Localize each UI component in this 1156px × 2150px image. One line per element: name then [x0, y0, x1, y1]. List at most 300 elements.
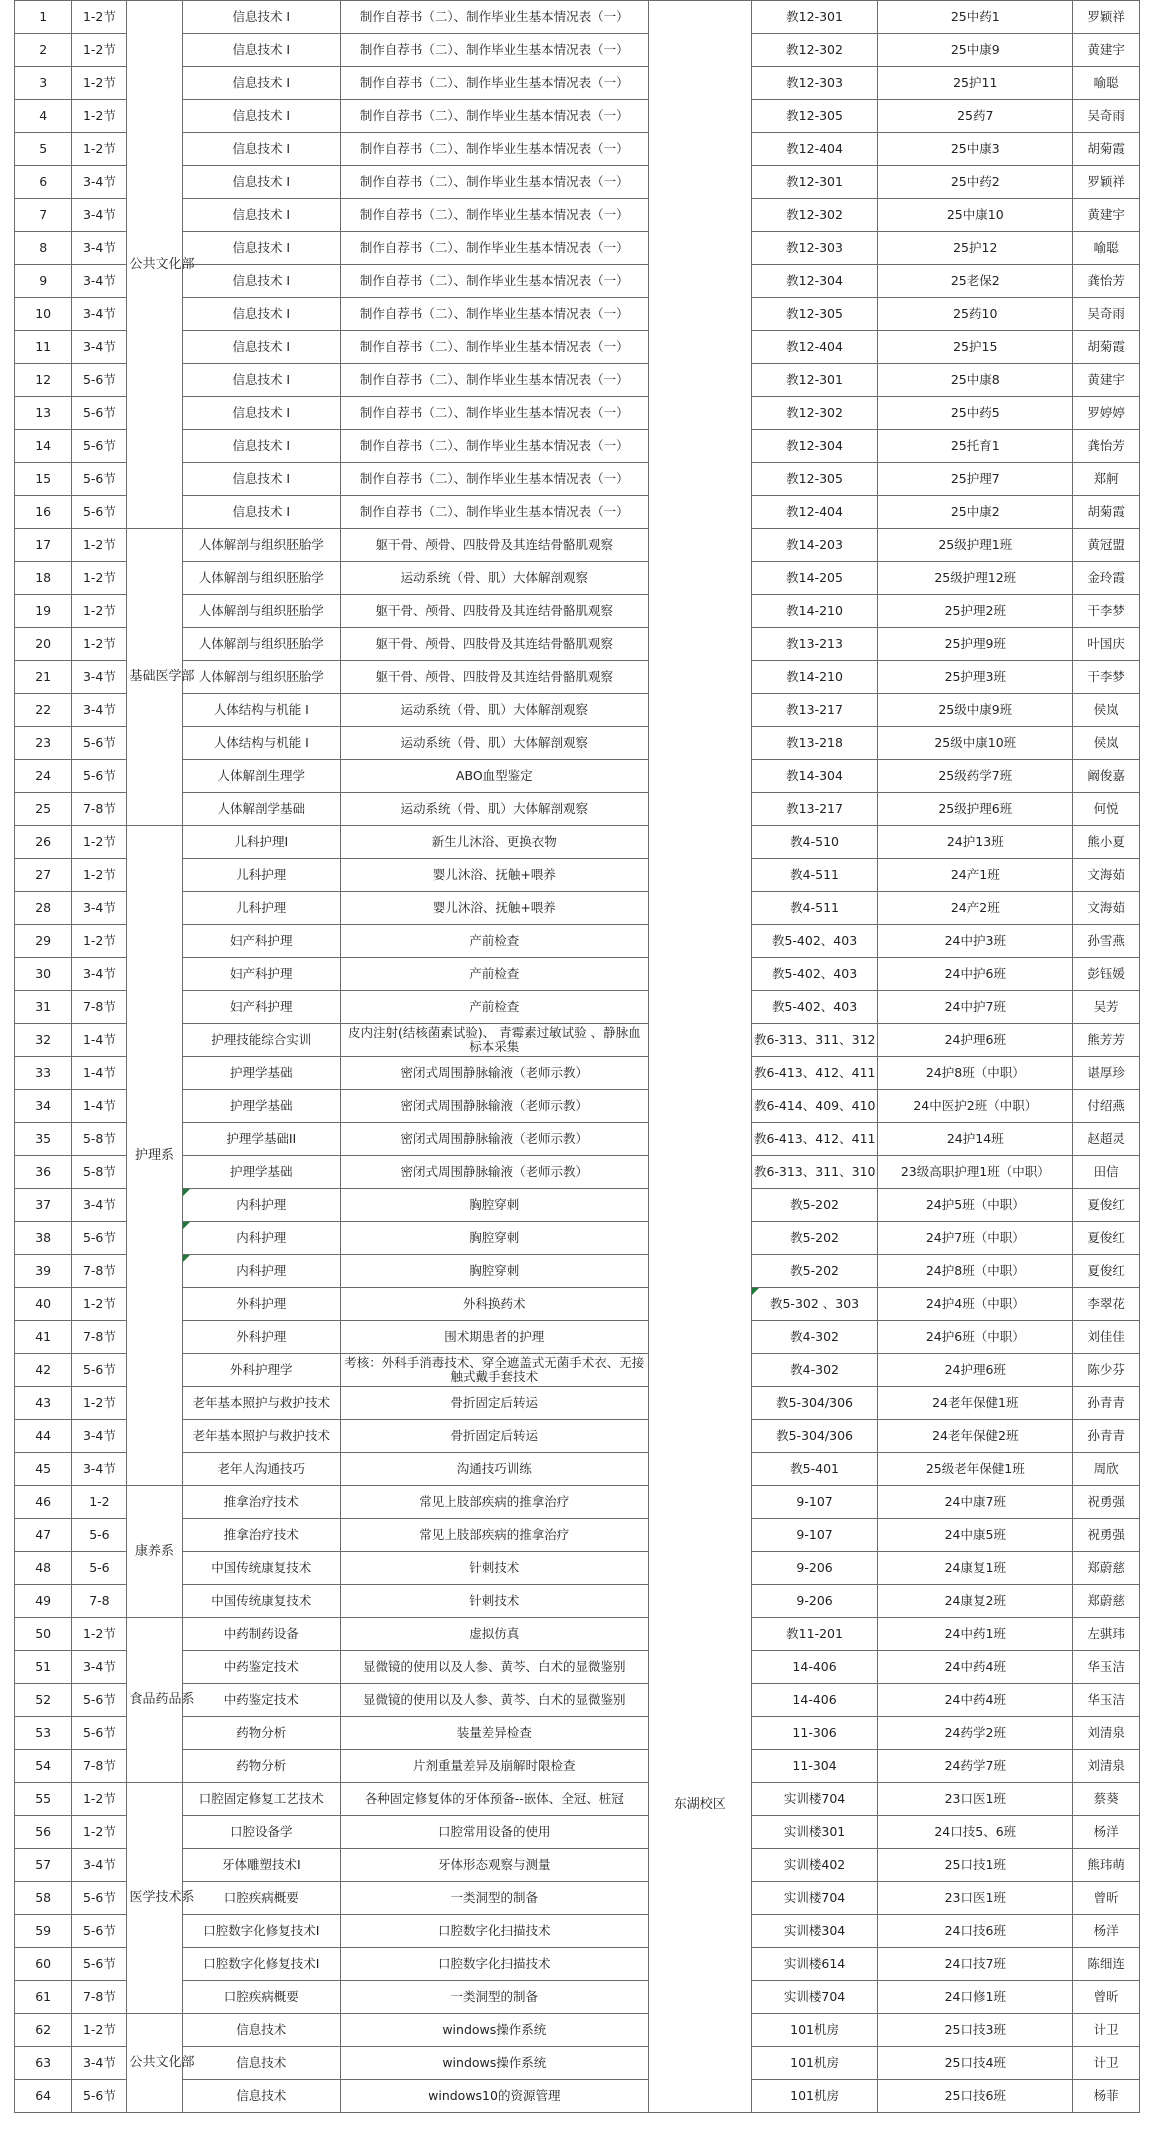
period-cell: 5-6节	[72, 364, 127, 397]
room-cell: 实训楼301	[751, 1816, 877, 1849]
period-cell: 5-6节	[72, 1354, 127, 1387]
table-row	[15, 1948, 1140, 1981]
table-row	[15, 1420, 1140, 1453]
row-number-cell: 48	[15, 1552, 72, 1585]
teacher-cell: 干李梦	[1073, 661, 1140, 694]
course-cell: 推拿治疗技术	[182, 1519, 340, 1552]
row-number-cell: 36	[15, 1156, 72, 1189]
room-cell: 教12-305	[751, 100, 877, 133]
content-cell: 考核：外科手消毒技术、穿全遮盖式无菌手术衣、无接触式戴手套技术	[340, 1354, 648, 1387]
teacher-cell: 陈细连	[1073, 1948, 1140, 1981]
room-cell: 教14-304	[751, 760, 877, 793]
period-cell: 5-6节	[72, 727, 127, 760]
room-cell: 教12-305	[751, 463, 877, 496]
department-cell: 康养系	[127, 1486, 182, 1618]
teacher-cell: 蔡葵	[1073, 1783, 1140, 1816]
period-cell: 3-4节	[72, 265, 127, 298]
content-cell: 制作自荐书（二）、制作毕业生基本情况表（一）	[340, 496, 648, 529]
room-cell: 101机房	[751, 2080, 877, 2113]
period-cell: 3-4节	[72, 1849, 127, 1882]
content-cell: 婴儿沐浴、抚触+喂养	[340, 892, 648, 925]
table-row	[15, 1849, 1140, 1882]
content-cell: 运动系统（骨、肌）大体解剖观察	[340, 562, 648, 595]
teacher-cell: 文海茹	[1073, 892, 1140, 925]
course-cell: 中药鉴定技术	[182, 1651, 340, 1684]
course-cell: 外科护理	[182, 1288, 340, 1321]
course-cell: 人体解剖学基础	[182, 793, 340, 826]
content-cell: 制作自荐书（二）、制作毕业生基本情况表（一）	[340, 298, 648, 331]
class-cell: 24药学7班	[878, 1750, 1073, 1783]
period-cell: 3-4节	[72, 661, 127, 694]
table-row	[15, 958, 1140, 991]
teacher-cell: 郑蔚慈	[1073, 1552, 1140, 1585]
table-row	[15, 364, 1140, 397]
table-row	[15, 1981, 1140, 2014]
content-cell: 显微镜的使用以及人参、黄芩、白术的显微鉴别	[340, 1651, 648, 1684]
room-cell: 101机房	[751, 2047, 877, 2080]
course-cell: 信息技术 I	[182, 199, 340, 232]
row-number-cell: 35	[15, 1123, 72, 1156]
class-cell: 24中药4班	[878, 1684, 1073, 1717]
content-cell: 围术期患者的护理	[340, 1321, 648, 1354]
teacher-cell: 侯岚	[1073, 694, 1140, 727]
room-cell: 教5-302 、303	[751, 1288, 877, 1321]
row-number-cell: 51	[15, 1651, 72, 1684]
period-cell: 1-2节	[72, 562, 127, 595]
teacher-cell: 文海茹	[1073, 859, 1140, 892]
content-cell: 婴儿沐浴、抚触+喂养	[340, 859, 648, 892]
content-cell: 躯干骨、颅骨、四肢骨及其连结骨骼肌观察	[340, 529, 648, 562]
table-row	[15, 727, 1140, 760]
course-cell: 中国传统康复技术	[182, 1585, 340, 1618]
room-cell: 教5-202	[751, 1255, 877, 1288]
row-number-cell: 20	[15, 628, 72, 661]
class-cell: 24产2班	[878, 892, 1073, 925]
room-cell: 教5-304/306	[751, 1387, 877, 1420]
class-cell: 25中康10	[878, 199, 1073, 232]
class-cell: 25护理2班	[878, 595, 1073, 628]
period-cell: 5-6节	[72, 430, 127, 463]
table-row	[15, 166, 1140, 199]
teacher-cell: 黄建宇	[1073, 364, 1140, 397]
period-cell: 1-2节	[72, 100, 127, 133]
period-cell: 3-4节	[72, 1651, 127, 1684]
period-cell: 3-4节	[72, 298, 127, 331]
room-cell: 教13-213	[751, 628, 877, 661]
class-cell: 25护理3班	[878, 661, 1073, 694]
class-cell: 25托育1	[878, 430, 1073, 463]
period-cell: 1-2节	[72, 67, 127, 100]
room-cell: 教14-210	[751, 595, 877, 628]
teacher-cell: 吴奇雨	[1073, 298, 1140, 331]
teacher-cell: 左骐玮	[1073, 1618, 1140, 1651]
table-row	[15, 1189, 1140, 1222]
table-row	[15, 628, 1140, 661]
table-row	[15, 1552, 1140, 1585]
room-cell: 教12-303	[751, 67, 877, 100]
course-cell: 老年基本照护与救护技术	[182, 1387, 340, 1420]
row-number-cell: 58	[15, 1882, 72, 1915]
row-number-cell: 29	[15, 925, 72, 958]
course-cell: 中药制药设备	[182, 1618, 340, 1651]
class-cell: 24护6班（中职）	[878, 1321, 1073, 1354]
period-cell: 5-6节	[72, 1882, 127, 1915]
row-number-cell: 6	[15, 166, 72, 199]
department-cell: 医学技术系	[127, 1783, 182, 2014]
teacher-cell: 夏俊红	[1073, 1255, 1140, 1288]
row-number-cell: 15	[15, 463, 72, 496]
teacher-cell: 喻聪	[1073, 67, 1140, 100]
row-number-cell: 27	[15, 859, 72, 892]
content-cell: 制作自荐书（二）、制作毕业生基本情况表（一）	[340, 397, 648, 430]
content-cell: 产前检查	[340, 958, 648, 991]
table-row	[15, 1453, 1140, 1486]
class-cell: 24护5班（中职）	[878, 1189, 1073, 1222]
class-cell: 25级中康9班	[878, 694, 1073, 727]
period-cell: 3-4节	[72, 2047, 127, 2080]
row-number-cell: 45	[15, 1453, 72, 1486]
class-cell: 23口医1班	[878, 1882, 1073, 1915]
course-cell: 内科护理	[182, 1189, 340, 1222]
class-cell: 24护8班（中职）	[878, 1255, 1073, 1288]
class-cell: 25护11	[878, 67, 1073, 100]
row-number-cell: 28	[15, 892, 72, 925]
row-number-cell: 19	[15, 595, 72, 628]
row-number-cell: 41	[15, 1321, 72, 1354]
teacher-cell: 刘佳佳	[1073, 1321, 1140, 1354]
class-cell: 25口技4班	[878, 2047, 1073, 2080]
room-cell: 实训楼704	[751, 1882, 877, 1915]
teacher-cell: 黄建宇	[1073, 199, 1140, 232]
teacher-cell: 华玉洁	[1073, 1651, 1140, 1684]
course-cell: 信息技术 I	[182, 100, 340, 133]
period-cell: 1-2节	[72, 1783, 127, 1816]
course-cell: 儿科护理I	[182, 826, 340, 859]
teacher-cell: 祝勇强	[1073, 1519, 1140, 1552]
row-number-cell: 2	[15, 34, 72, 67]
content-cell: 密闭式周围静脉输液（老师示教）	[340, 1156, 648, 1189]
room-cell: 实训楼614	[751, 1948, 877, 1981]
period-cell: 7-8节	[72, 1981, 127, 2014]
class-cell: 25级护理6班	[878, 793, 1073, 826]
period-cell: 3-4节	[72, 1420, 127, 1453]
room-cell: 教14-203	[751, 529, 877, 562]
content-cell: 胸腔穿刺	[340, 1222, 648, 1255]
class-cell: 25中康8	[878, 364, 1073, 397]
table-row	[15, 1816, 1140, 1849]
row-number-cell: 54	[15, 1750, 72, 1783]
content-cell: 常见上肢部疾病的推拿治疗	[340, 1519, 648, 1552]
content-cell: 牙体形态观察与测量	[340, 1849, 648, 1882]
teacher-cell: 罗婷婷	[1073, 397, 1140, 430]
course-cell: 信息技术 I	[182, 265, 340, 298]
content-cell: 片剂重量差异及崩解时限检查	[340, 1750, 648, 1783]
table-row	[15, 1750, 1140, 1783]
row-number-cell: 63	[15, 2047, 72, 2080]
row-number-cell: 40	[15, 1288, 72, 1321]
teacher-cell: 刘清泉	[1073, 1750, 1140, 1783]
row-number-cell: 49	[15, 1585, 72, 1618]
period-cell: 1-2节	[72, 1288, 127, 1321]
content-cell: 制作自荐书（二）、制作毕业生基本情况表（一）	[340, 100, 648, 133]
class-cell: 25级中康10班	[878, 727, 1073, 760]
row-number-cell: 57	[15, 1849, 72, 1882]
table-row	[15, 100, 1140, 133]
content-cell: 制作自荐书（二）、制作毕业生基本情况表（一）	[340, 133, 648, 166]
course-cell: 人体解剖与组织胚胎学	[182, 562, 340, 595]
class-cell: 24中药1班	[878, 1618, 1073, 1651]
teacher-cell: 侯岚	[1073, 727, 1140, 760]
content-cell: 胸腔穿刺	[340, 1189, 648, 1222]
row-number-cell: 31	[15, 991, 72, 1024]
room-cell: 教12-305	[751, 298, 877, 331]
schedule-table	[14, 0, 1140, 2113]
period-cell: 3-4节	[72, 958, 127, 991]
class-cell: 24口技7班	[878, 1948, 1073, 1981]
room-cell: 9-107	[751, 1486, 877, 1519]
course-cell: 信息技术 I	[182, 34, 340, 67]
period-cell: 5-6节	[72, 397, 127, 430]
table-row	[15, 1, 1140, 34]
class-cell: 25级药学7班	[878, 760, 1073, 793]
room-cell: 教14-205	[751, 562, 877, 595]
table-row	[15, 1354, 1140, 1387]
room-cell: 教5-402、403	[751, 991, 877, 1024]
period-cell: 3-4节	[72, 232, 127, 265]
row-number-cell: 60	[15, 1948, 72, 1981]
class-cell: 25中药5	[878, 397, 1073, 430]
content-cell: 口腔数字化扫描技术	[340, 1915, 648, 1948]
course-cell: 护理学基础	[182, 1156, 340, 1189]
class-cell: 24口修1班	[878, 1981, 1073, 2014]
class-cell: 24护8班（中职）	[878, 1057, 1073, 1090]
class-cell: 25中康9	[878, 34, 1073, 67]
content-cell: ABO血型鉴定	[340, 760, 648, 793]
table-row	[15, 562, 1140, 595]
content-cell: 常见上肢部疾病的推拿治疗	[340, 1486, 648, 1519]
course-cell: 儿科护理	[182, 859, 340, 892]
teacher-cell: 彭钰媛	[1073, 958, 1140, 991]
class-cell: 25中药2	[878, 166, 1073, 199]
period-cell: 3-4节	[72, 1189, 127, 1222]
period-cell: 1-2节	[72, 826, 127, 859]
room-cell: 教13-217	[751, 694, 877, 727]
teacher-cell: 华玉洁	[1073, 1684, 1140, 1717]
teacher-cell: 熊玮萌	[1073, 1849, 1140, 1882]
table-row	[15, 496, 1140, 529]
teacher-cell: 付绍燕	[1073, 1090, 1140, 1123]
table-row	[15, 67, 1140, 100]
class-cell: 24康复2班	[878, 1585, 1073, 1618]
room-cell: 教6-413、412、411	[751, 1123, 877, 1156]
row-number-cell: 5	[15, 133, 72, 166]
class-cell: 24护13班	[878, 826, 1073, 859]
table-row	[15, 1519, 1140, 1552]
course-cell: 老年人沟通技巧	[182, 1453, 340, 1486]
campus-cell: 东湖校区	[648, 1, 751, 2113]
period-cell: 1-2节	[72, 1816, 127, 1849]
room-cell: 实训楼704	[751, 1783, 877, 1816]
teacher-cell: 胡菊霞	[1073, 133, 1140, 166]
period-cell: 7-8节	[72, 1750, 127, 1783]
table-row	[15, 925, 1140, 958]
row-number-cell: 62	[15, 2014, 72, 2047]
room-cell: 教4-511	[751, 892, 877, 925]
table-row	[15, 793, 1140, 826]
table-row	[15, 1288, 1140, 1321]
teacher-cell: 龚怡芳	[1073, 265, 1140, 298]
class-cell: 24护14班	[878, 1123, 1073, 1156]
course-cell: 信息技术 I	[182, 166, 340, 199]
class-cell: 24老年保健1班	[878, 1387, 1073, 1420]
class-cell: 24老年保健2班	[878, 1420, 1073, 1453]
table-row	[15, 430, 1140, 463]
row-number-cell: 9	[15, 265, 72, 298]
row-number-cell: 14	[15, 430, 72, 463]
course-cell: 外科护理学	[182, 1354, 340, 1387]
row-number-cell: 56	[15, 1816, 72, 1849]
course-cell: 人体解剖与组织胚胎学	[182, 595, 340, 628]
period-cell: 1-2节	[72, 529, 127, 562]
row-number-cell: 43	[15, 1387, 72, 1420]
teacher-cell: 夏俊红	[1073, 1222, 1140, 1255]
period-cell: 5-6节	[72, 1222, 127, 1255]
teacher-cell: 吴芳	[1073, 991, 1140, 1024]
course-cell: 信息技术 I	[182, 397, 340, 430]
teacher-cell: 周欣	[1073, 1453, 1140, 1486]
class-cell: 24中康7班	[878, 1486, 1073, 1519]
class-cell: 25口技3班	[878, 2014, 1073, 2047]
row-number-cell: 1	[15, 1, 72, 34]
course-cell: 信息技术 I	[182, 496, 340, 529]
period-cell: 5-6	[72, 1552, 127, 1585]
period-cell: 1-2节	[72, 859, 127, 892]
room-cell: 14-406	[751, 1684, 877, 1717]
class-cell: 25口技6班	[878, 2080, 1073, 2113]
room-cell: 教4-302	[751, 1354, 877, 1387]
class-cell: 25药7	[878, 100, 1073, 133]
period-cell: 7-8节	[72, 1255, 127, 1288]
table-row	[15, 397, 1140, 430]
room-cell: 9-107	[751, 1519, 877, 1552]
period-cell: 5-6节	[72, 2080, 127, 2113]
course-cell: 妇产科护理	[182, 925, 340, 958]
content-cell: 虚拟仿真	[340, 1618, 648, 1651]
table-row	[15, 463, 1140, 496]
class-cell: 23口医1班	[878, 1783, 1073, 1816]
class-cell: 25药10	[878, 298, 1073, 331]
row-number-cell: 38	[15, 1222, 72, 1255]
room-cell: 教13-218	[751, 727, 877, 760]
room-cell: 教12-301	[751, 166, 877, 199]
content-cell: 皮内注射(结核菌素试验)、 青霉素过敏试验 、静脉血标本采集	[340, 1024, 648, 1057]
class-cell: 24药学2班	[878, 1717, 1073, 1750]
table-row	[15, 1321, 1140, 1354]
teacher-cell: 杨洋	[1073, 1816, 1140, 1849]
row-number-cell: 18	[15, 562, 72, 595]
course-cell: 人体解剖生理学	[182, 760, 340, 793]
class-cell: 25级护理1班	[878, 529, 1073, 562]
course-cell: 儿科护理	[182, 892, 340, 925]
table-row	[15, 298, 1140, 331]
content-cell: 骨折固定后转运	[340, 1387, 648, 1420]
content-cell: 躯干骨、颅骨、四肢骨及其连结骨骼肌观察	[340, 595, 648, 628]
room-cell: 教13-217	[751, 793, 877, 826]
teacher-cell: 计卫	[1073, 2047, 1140, 2080]
room-cell: 教5-402、403	[751, 925, 877, 958]
class-cell: 25中康2	[878, 496, 1073, 529]
teacher-cell: 何悦	[1073, 793, 1140, 826]
class-cell: 25护15	[878, 331, 1073, 364]
room-cell: 教12-302	[751, 199, 877, 232]
period-cell: 1-2节	[72, 595, 127, 628]
course-cell: 内科护理	[182, 1222, 340, 1255]
course-cell: 老年基本照护与救护技术	[182, 1420, 340, 1453]
table-row	[15, 1024, 1140, 1057]
teacher-cell: 黄冠盟	[1073, 529, 1140, 562]
room-cell: 教12-304	[751, 430, 877, 463]
table-row	[15, 1486, 1140, 1519]
table-row	[15, 1717, 1140, 1750]
table-row	[15, 1783, 1140, 1816]
content-cell: 运动系统（骨、肌）大体解剖观察	[340, 694, 648, 727]
room-cell: 11-304	[751, 1750, 877, 1783]
room-cell: 教12-301	[751, 364, 877, 397]
teacher-cell: 曾昕	[1073, 1882, 1140, 1915]
teacher-cell: 孙青青	[1073, 1387, 1140, 1420]
class-cell: 24口技5、6班	[878, 1816, 1073, 1849]
table-row	[15, 595, 1140, 628]
period-cell: 7-8节	[72, 1321, 127, 1354]
teacher-cell: 金玲霞	[1073, 562, 1140, 595]
period-cell: 5-6节	[72, 1948, 127, 1981]
teacher-cell: 喻聪	[1073, 232, 1140, 265]
schedule-body	[15, 1, 1140, 2113]
room-cell: 教5-402、403	[751, 958, 877, 991]
content-cell: 显微镜的使用以及人参、黄芩、白术的显微鉴别	[340, 1684, 648, 1717]
content-cell: 产前检查	[340, 991, 648, 1024]
content-cell: 一类洞型的制备	[340, 1882, 648, 1915]
class-cell: 25口技1班	[878, 1849, 1073, 1882]
table-row	[15, 694, 1140, 727]
content-cell: 胸腔穿刺	[340, 1255, 648, 1288]
row-number-cell: 3	[15, 67, 72, 100]
room-cell: 实训楼402	[751, 1849, 877, 1882]
teacher-cell: 杨洋	[1073, 1915, 1140, 1948]
course-cell: 口腔固定修复工艺技术	[182, 1783, 340, 1816]
period-cell: 1-2节	[72, 133, 127, 166]
content-cell: 制作自荐书（二）、制作毕业生基本情况表（一）	[340, 232, 648, 265]
content-cell: 产前检查	[340, 925, 648, 958]
class-cell: 24中康5班	[878, 1519, 1073, 1552]
period-cell: 7-8节	[72, 793, 127, 826]
row-number-cell: 7	[15, 199, 72, 232]
content-cell: 制作自荐书（二）、制作毕业生基本情况表（一）	[340, 1, 648, 34]
course-cell: 口腔设备学	[182, 1816, 340, 1849]
class-cell: 24护4班（中职）	[878, 1288, 1073, 1321]
table-row	[15, 2014, 1140, 2047]
row-number-cell: 26	[15, 826, 72, 859]
teacher-cell: 曾昕	[1073, 1981, 1140, 2014]
room-cell: 教12-404	[751, 133, 877, 166]
room-cell: 教6-414、409、410	[751, 1090, 877, 1123]
class-cell: 25护理9班	[878, 628, 1073, 661]
course-cell: 人体解剖与组织胚胎学	[182, 661, 340, 694]
table-row	[15, 760, 1140, 793]
content-cell: 骨折固定后转运	[340, 1420, 648, 1453]
teacher-cell: 赵超灵	[1073, 1123, 1140, 1156]
course-cell: 信息技术 I	[182, 1, 340, 34]
